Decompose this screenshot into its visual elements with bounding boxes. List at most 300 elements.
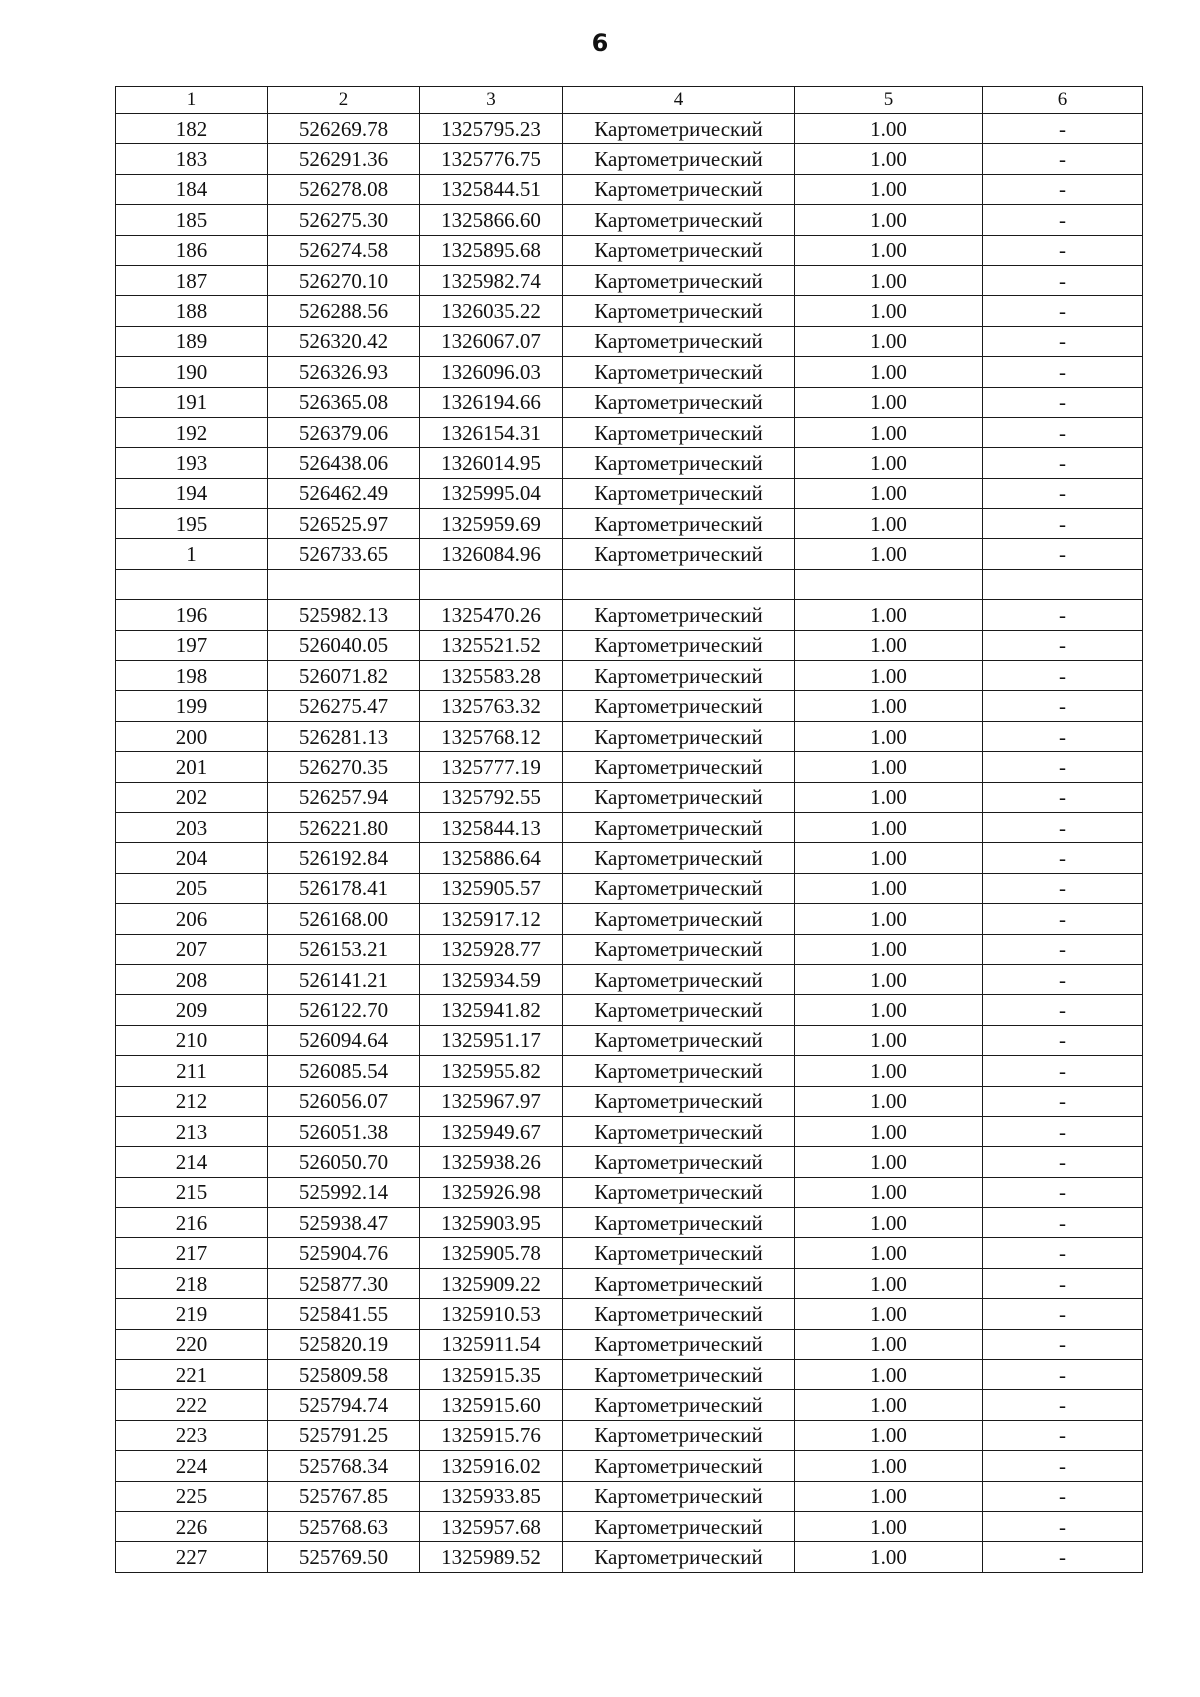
x-coordinate-cell: 526085.54 bbox=[268, 1056, 420, 1086]
accuracy-cell: 1.00 bbox=[795, 1481, 983, 1511]
x-coordinate-cell: 526270.35 bbox=[268, 752, 420, 782]
table-row bbox=[116, 174, 1143, 204]
point-number-cell: 184 bbox=[116, 174, 268, 204]
accuracy-cell: 1.00 bbox=[795, 1451, 983, 1481]
y-coordinate-cell: 1325911.54 bbox=[420, 1329, 563, 1359]
x-coordinate-cell: 525877.30 bbox=[268, 1268, 420, 1298]
point-number-cell: 195 bbox=[116, 509, 268, 539]
method-cell: Картометрический bbox=[563, 1360, 795, 1390]
point-number-cell: 215 bbox=[116, 1177, 268, 1207]
point-number-cell: 207 bbox=[116, 934, 268, 964]
point-number-cell: 212 bbox=[116, 1086, 268, 1116]
table-row bbox=[116, 1542, 1143, 1572]
accuracy-cell: 1.00 bbox=[795, 205, 983, 235]
accuracy-cell: 1.00 bbox=[795, 904, 983, 934]
y-coordinate-cell: 1325777.19 bbox=[420, 752, 563, 782]
method-cell: Картометрический bbox=[563, 1511, 795, 1541]
method-cell: Картометрический bbox=[563, 782, 795, 812]
note-cell: - bbox=[983, 114, 1143, 144]
group-separator-row bbox=[116, 569, 1143, 599]
table-row bbox=[116, 843, 1143, 873]
accuracy-cell: 1.00 bbox=[795, 417, 983, 447]
x-coordinate-cell: 526269.78 bbox=[268, 114, 420, 144]
accuracy-cell: 1.00 bbox=[795, 1208, 983, 1238]
note-cell: - bbox=[983, 1208, 1143, 1238]
y-coordinate-cell: 1325795.23 bbox=[420, 114, 563, 144]
x-coordinate-cell: 526438.06 bbox=[268, 448, 420, 478]
point-number-cell: 187 bbox=[116, 265, 268, 295]
note-cell: - bbox=[983, 509, 1143, 539]
table-row bbox=[116, 1238, 1143, 1268]
x-coordinate-cell: 526275.47 bbox=[268, 691, 420, 721]
y-coordinate-cell: 1325866.60 bbox=[420, 205, 563, 235]
table-row bbox=[116, 904, 1143, 934]
point-number-cell: 1 bbox=[116, 539, 268, 569]
table-row bbox=[116, 326, 1143, 356]
method-cell: Картометрический bbox=[563, 144, 795, 174]
note-cell: - bbox=[983, 1268, 1143, 1298]
table-row bbox=[116, 1056, 1143, 1086]
x-coordinate-cell: 526221.80 bbox=[268, 812, 420, 842]
point-number-cell: 198 bbox=[116, 661, 268, 691]
y-coordinate-cell: 1325895.68 bbox=[420, 235, 563, 265]
accuracy-cell: 1.00 bbox=[795, 235, 983, 265]
column-header-3: 3 bbox=[420, 87, 563, 114]
method-cell: Картометрический bbox=[563, 1481, 795, 1511]
accuracy-cell: 1.00 bbox=[795, 995, 983, 1025]
note-cell: - bbox=[983, 1116, 1143, 1146]
accuracy-cell: 1.00 bbox=[795, 539, 983, 569]
y-coordinate-cell: 1325941.82 bbox=[420, 995, 563, 1025]
x-coordinate-cell: 526040.05 bbox=[268, 630, 420, 660]
empty-cell bbox=[420, 569, 563, 599]
note-cell: - bbox=[983, 296, 1143, 326]
point-number-cell: 188 bbox=[116, 296, 268, 326]
method-cell: Картометрический bbox=[563, 174, 795, 204]
method-cell: Картометрический bbox=[563, 1177, 795, 1207]
point-number-cell: 204 bbox=[116, 843, 268, 873]
note-cell: - bbox=[983, 721, 1143, 751]
y-coordinate-cell: 1325910.53 bbox=[420, 1299, 563, 1329]
table-row bbox=[116, 1086, 1143, 1116]
y-coordinate-cell: 1325909.22 bbox=[420, 1268, 563, 1298]
accuracy-cell: 1.00 bbox=[795, 265, 983, 295]
x-coordinate-cell: 525768.63 bbox=[268, 1511, 420, 1541]
x-coordinate-cell: 526050.70 bbox=[268, 1147, 420, 1177]
y-coordinate-cell: 1325776.75 bbox=[420, 144, 563, 174]
note-cell: - bbox=[983, 357, 1143, 387]
accuracy-cell: 1.00 bbox=[795, 509, 983, 539]
accuracy-cell: 1.00 bbox=[795, 934, 983, 964]
method-cell: Картометрический bbox=[563, 1329, 795, 1359]
note-cell: - bbox=[983, 782, 1143, 812]
x-coordinate-cell: 526733.65 bbox=[268, 539, 420, 569]
accuracy-cell: 1.00 bbox=[795, 782, 983, 812]
note-cell: - bbox=[983, 1147, 1143, 1177]
table-row bbox=[116, 448, 1143, 478]
accuracy-cell: 1.00 bbox=[795, 174, 983, 204]
accuracy-cell: 1.00 bbox=[795, 1360, 983, 1390]
method-cell: Картометрический bbox=[563, 1208, 795, 1238]
x-coordinate-cell: 525809.58 bbox=[268, 1360, 420, 1390]
point-number-cell: 210 bbox=[116, 1025, 268, 1055]
method-cell: Картометрический bbox=[563, 326, 795, 356]
x-coordinate-cell: 526051.38 bbox=[268, 1116, 420, 1146]
y-coordinate-cell: 1326035.22 bbox=[420, 296, 563, 326]
table-row bbox=[116, 539, 1143, 569]
y-coordinate-cell: 1325905.57 bbox=[420, 873, 563, 903]
note-cell: - bbox=[983, 934, 1143, 964]
accuracy-cell: 1.00 bbox=[795, 478, 983, 508]
y-coordinate-cell: 1325905.78 bbox=[420, 1238, 563, 1268]
x-coordinate-cell: 526178.41 bbox=[268, 873, 420, 903]
y-coordinate-cell: 1325583.28 bbox=[420, 661, 563, 691]
y-coordinate-cell: 1326154.31 bbox=[420, 417, 563, 447]
x-coordinate-cell: 526274.58 bbox=[268, 235, 420, 265]
point-number-cell: 206 bbox=[116, 904, 268, 934]
x-coordinate-cell: 526153.21 bbox=[268, 934, 420, 964]
table-row bbox=[116, 1177, 1143, 1207]
y-coordinate-cell: 1325886.64 bbox=[420, 843, 563, 873]
table-row bbox=[116, 964, 1143, 994]
method-cell: Картометрический bbox=[563, 904, 795, 934]
method-cell: Картометрический bbox=[563, 448, 795, 478]
point-number-cell: 209 bbox=[116, 995, 268, 1025]
table-row bbox=[116, 114, 1143, 144]
note-cell: - bbox=[983, 843, 1143, 873]
x-coordinate-cell: 526275.30 bbox=[268, 205, 420, 235]
accuracy-cell: 1.00 bbox=[795, 873, 983, 903]
y-coordinate-cell: 1325957.68 bbox=[420, 1511, 563, 1541]
y-coordinate-cell: 1326014.95 bbox=[420, 448, 563, 478]
y-coordinate-cell: 1325955.82 bbox=[420, 1056, 563, 1086]
x-coordinate-cell: 526168.00 bbox=[268, 904, 420, 934]
table-row bbox=[116, 1116, 1143, 1146]
y-coordinate-cell: 1325844.13 bbox=[420, 812, 563, 842]
point-number-cell: 182 bbox=[116, 114, 268, 144]
table-row bbox=[116, 873, 1143, 903]
note-cell: - bbox=[983, 539, 1143, 569]
method-cell: Картометрический bbox=[563, 1116, 795, 1146]
point-number-cell: 185 bbox=[116, 205, 268, 235]
accuracy-cell: 1.00 bbox=[795, 1116, 983, 1146]
x-coordinate-cell: 526257.94 bbox=[268, 782, 420, 812]
point-number-cell: 223 bbox=[116, 1420, 268, 1450]
x-coordinate-cell: 526320.42 bbox=[268, 326, 420, 356]
accuracy-cell: 1.00 bbox=[795, 387, 983, 417]
accuracy-cell: 1.00 bbox=[795, 1025, 983, 1055]
table-row bbox=[116, 387, 1143, 417]
point-number-cell: 220 bbox=[116, 1329, 268, 1359]
point-number-cell: 190 bbox=[116, 357, 268, 387]
table-row bbox=[116, 721, 1143, 751]
point-number-cell: 197 bbox=[116, 630, 268, 660]
x-coordinate-cell: 526094.64 bbox=[268, 1025, 420, 1055]
method-cell: Картометрический bbox=[563, 296, 795, 326]
point-number-cell: 221 bbox=[116, 1360, 268, 1390]
accuracy-cell: 1.00 bbox=[795, 114, 983, 144]
method-cell: Картометрический bbox=[563, 1025, 795, 1055]
table-row bbox=[116, 478, 1143, 508]
accuracy-cell: 1.00 bbox=[795, 964, 983, 994]
y-coordinate-cell: 1326084.96 bbox=[420, 539, 563, 569]
method-cell: Картометрический bbox=[563, 934, 795, 964]
note-cell: - bbox=[983, 326, 1143, 356]
accuracy-cell: 1.00 bbox=[795, 721, 983, 751]
x-coordinate-cell: 525992.14 bbox=[268, 1177, 420, 1207]
accuracy-cell: 1.00 bbox=[795, 1268, 983, 1298]
note-cell: - bbox=[983, 995, 1143, 1025]
y-coordinate-cell: 1325903.95 bbox=[420, 1208, 563, 1238]
accuracy-cell: 1.00 bbox=[795, 1086, 983, 1116]
method-cell: Картометрический bbox=[563, 752, 795, 782]
point-number-cell: 211 bbox=[116, 1056, 268, 1086]
table-row bbox=[116, 417, 1143, 447]
method-cell: Картометрический bbox=[563, 1451, 795, 1481]
point-number-cell: 213 bbox=[116, 1116, 268, 1146]
method-cell: Картометрический bbox=[563, 1147, 795, 1177]
table-row bbox=[116, 752, 1143, 782]
note-cell: - bbox=[983, 265, 1143, 295]
table-row bbox=[116, 934, 1143, 964]
method-cell: Картометрический bbox=[563, 539, 795, 569]
y-coordinate-cell: 1325916.02 bbox=[420, 1451, 563, 1481]
point-number-cell: 214 bbox=[116, 1147, 268, 1177]
method-cell: Картометрический bbox=[563, 265, 795, 295]
table-row bbox=[116, 1481, 1143, 1511]
method-cell: Картометрический bbox=[563, 691, 795, 721]
method-cell: Картометрический bbox=[563, 721, 795, 751]
y-coordinate-cell: 1325521.52 bbox=[420, 630, 563, 660]
coordinates-table bbox=[115, 86, 1143, 1573]
accuracy-cell: 1.00 bbox=[795, 296, 983, 326]
table-row bbox=[116, 812, 1143, 842]
method-cell: Картометрический bbox=[563, 1390, 795, 1420]
table-row bbox=[116, 1268, 1143, 1298]
accuracy-cell: 1.00 bbox=[795, 1056, 983, 1086]
x-coordinate-cell: 526365.08 bbox=[268, 387, 420, 417]
note-cell: - bbox=[983, 812, 1143, 842]
method-cell: Картометрический bbox=[563, 1542, 795, 1572]
method-cell: Картометрический bbox=[563, 387, 795, 417]
x-coordinate-cell: 526278.08 bbox=[268, 174, 420, 204]
accuracy-cell: 1.00 bbox=[795, 600, 983, 630]
x-coordinate-cell: 525791.25 bbox=[268, 1420, 420, 1450]
method-cell: Картометрический bbox=[563, 417, 795, 447]
accuracy-cell: 1.00 bbox=[795, 1177, 983, 1207]
table-row bbox=[116, 205, 1143, 235]
note-cell: - bbox=[983, 630, 1143, 660]
note-cell: - bbox=[983, 1451, 1143, 1481]
y-coordinate-cell: 1325844.51 bbox=[420, 174, 563, 204]
x-coordinate-cell: 525820.19 bbox=[268, 1329, 420, 1359]
point-number-cell: 183 bbox=[116, 144, 268, 174]
y-coordinate-cell: 1325792.55 bbox=[420, 782, 563, 812]
note-cell: - bbox=[983, 1329, 1143, 1359]
x-coordinate-cell: 526291.36 bbox=[268, 144, 420, 174]
note-cell: - bbox=[983, 873, 1143, 903]
accuracy-cell: 1.00 bbox=[795, 1329, 983, 1359]
note-cell: - bbox=[983, 1511, 1143, 1541]
accuracy-cell: 1.00 bbox=[795, 843, 983, 873]
method-cell: Картометрический bbox=[563, 1268, 795, 1298]
note-cell: - bbox=[983, 1420, 1143, 1450]
table-row bbox=[116, 691, 1143, 721]
point-number-cell: 219 bbox=[116, 1299, 268, 1329]
note-cell: - bbox=[983, 964, 1143, 994]
table-row bbox=[116, 1360, 1143, 1390]
coordinates-table-body bbox=[116, 87, 1143, 1573]
y-coordinate-cell: 1325917.12 bbox=[420, 904, 563, 934]
table-row bbox=[116, 995, 1143, 1025]
empty-cell bbox=[983, 569, 1143, 599]
y-coordinate-cell: 1325933.85 bbox=[420, 1481, 563, 1511]
note-cell: - bbox=[983, 144, 1143, 174]
note-cell: - bbox=[983, 1360, 1143, 1390]
x-coordinate-cell: 526141.21 bbox=[268, 964, 420, 994]
x-coordinate-cell: 525767.85 bbox=[268, 1481, 420, 1511]
y-coordinate-cell: 1325982.74 bbox=[420, 265, 563, 295]
accuracy-cell: 1.00 bbox=[795, 1147, 983, 1177]
x-coordinate-cell: 525768.34 bbox=[268, 1451, 420, 1481]
point-number-cell: 224 bbox=[116, 1451, 268, 1481]
table-row bbox=[116, 265, 1143, 295]
method-cell: Картометрический bbox=[563, 812, 795, 842]
method-cell: Картометрический bbox=[563, 1086, 795, 1116]
accuracy-cell: 1.00 bbox=[795, 812, 983, 842]
y-coordinate-cell: 1325915.35 bbox=[420, 1360, 563, 1390]
point-number-cell: 194 bbox=[116, 478, 268, 508]
accuracy-cell: 1.00 bbox=[795, 752, 983, 782]
y-coordinate-cell: 1325934.59 bbox=[420, 964, 563, 994]
page-number: 6 bbox=[591, 29, 609, 57]
table-row bbox=[116, 1299, 1143, 1329]
table-row bbox=[116, 509, 1143, 539]
column-header-2: 2 bbox=[268, 87, 420, 114]
method-cell: Картометрический bbox=[563, 235, 795, 265]
note-cell: - bbox=[983, 387, 1143, 417]
point-number-cell: 200 bbox=[116, 721, 268, 751]
y-coordinate-cell: 1326096.03 bbox=[420, 357, 563, 387]
column-header-5: 5 bbox=[795, 87, 983, 114]
accuracy-cell: 1.00 bbox=[795, 691, 983, 721]
point-number-cell: 226 bbox=[116, 1511, 268, 1541]
table-row bbox=[116, 235, 1143, 265]
note-cell: - bbox=[983, 752, 1143, 782]
accuracy-cell: 1.00 bbox=[795, 1511, 983, 1541]
column-header-1: 1 bbox=[116, 87, 268, 114]
accuracy-cell: 1.00 bbox=[795, 448, 983, 478]
note-cell: - bbox=[983, 1390, 1143, 1420]
x-coordinate-cell: 526288.56 bbox=[268, 296, 420, 326]
note-cell: - bbox=[983, 417, 1143, 447]
table-header-row bbox=[116, 87, 1143, 114]
note-cell: - bbox=[983, 691, 1143, 721]
note-cell: - bbox=[983, 448, 1143, 478]
method-cell: Картометрический bbox=[563, 843, 795, 873]
empty-cell bbox=[563, 569, 795, 599]
accuracy-cell: 1.00 bbox=[795, 1238, 983, 1268]
x-coordinate-cell: 526379.06 bbox=[268, 417, 420, 447]
y-coordinate-cell: 1325928.77 bbox=[420, 934, 563, 964]
y-coordinate-cell: 1325949.67 bbox=[420, 1116, 563, 1146]
method-cell: Картометрический bbox=[563, 1238, 795, 1268]
method-cell: Картометрический bbox=[563, 205, 795, 235]
x-coordinate-cell: 525904.76 bbox=[268, 1238, 420, 1268]
y-coordinate-cell: 1325989.52 bbox=[420, 1542, 563, 1572]
point-number-cell: 216 bbox=[116, 1208, 268, 1238]
point-number-cell: 202 bbox=[116, 782, 268, 812]
table-row bbox=[116, 661, 1143, 691]
accuracy-cell: 1.00 bbox=[795, 326, 983, 356]
y-coordinate-cell: 1326067.07 bbox=[420, 326, 563, 356]
point-number-cell: 196 bbox=[116, 600, 268, 630]
point-number-cell: 203 bbox=[116, 812, 268, 842]
table-row bbox=[116, 1208, 1143, 1238]
table-row bbox=[116, 1025, 1143, 1055]
accuracy-cell: 1.00 bbox=[795, 1299, 983, 1329]
x-coordinate-cell: 525841.55 bbox=[268, 1299, 420, 1329]
x-coordinate-cell: 526071.82 bbox=[268, 661, 420, 691]
x-coordinate-cell: 526525.97 bbox=[268, 509, 420, 539]
note-cell: - bbox=[983, 1238, 1143, 1268]
empty-cell bbox=[268, 569, 420, 599]
y-coordinate-cell: 1325995.04 bbox=[420, 478, 563, 508]
table-row bbox=[116, 782, 1143, 812]
method-cell: Картометрический bbox=[563, 357, 795, 387]
method-cell: Картометрический bbox=[563, 478, 795, 508]
method-cell: Картометрический bbox=[563, 509, 795, 539]
x-coordinate-cell: 526326.93 bbox=[268, 357, 420, 387]
point-number-cell: 217 bbox=[116, 1238, 268, 1268]
method-cell: Картометрический bbox=[563, 995, 795, 1025]
note-cell: - bbox=[983, 1025, 1143, 1055]
table-row bbox=[116, 1390, 1143, 1420]
method-cell: Картометрический bbox=[563, 114, 795, 144]
table-row bbox=[116, 1420, 1143, 1450]
table-row bbox=[116, 1511, 1143, 1541]
x-coordinate-cell: 526192.84 bbox=[268, 843, 420, 873]
method-cell: Картометрический bbox=[563, 661, 795, 691]
note-cell: - bbox=[983, 600, 1143, 630]
y-coordinate-cell: 1325959.69 bbox=[420, 509, 563, 539]
point-number-cell: 193 bbox=[116, 448, 268, 478]
note-cell: - bbox=[983, 904, 1143, 934]
point-number-cell: 186 bbox=[116, 235, 268, 265]
y-coordinate-cell: 1325470.26 bbox=[420, 600, 563, 630]
table-row bbox=[116, 630, 1143, 660]
x-coordinate-cell: 526056.07 bbox=[268, 1086, 420, 1116]
point-number-cell: 192 bbox=[116, 417, 268, 447]
point-number-cell: 227 bbox=[116, 1542, 268, 1572]
method-cell: Картометрический bbox=[563, 873, 795, 903]
note-cell: - bbox=[983, 1542, 1143, 1572]
accuracy-cell: 1.00 bbox=[795, 357, 983, 387]
column-header-4: 4 bbox=[563, 87, 795, 114]
note-cell: - bbox=[983, 235, 1143, 265]
empty-cell bbox=[795, 569, 983, 599]
accuracy-cell: 1.00 bbox=[795, 144, 983, 174]
point-number-cell: 218 bbox=[116, 1268, 268, 1298]
column-header-6: 6 bbox=[983, 87, 1143, 114]
y-coordinate-cell: 1326194.66 bbox=[420, 387, 563, 417]
x-coordinate-cell: 526462.49 bbox=[268, 478, 420, 508]
table-row bbox=[116, 357, 1143, 387]
point-number-cell: 199 bbox=[116, 691, 268, 721]
table-row bbox=[116, 600, 1143, 630]
method-cell: Картометрический bbox=[563, 630, 795, 660]
y-coordinate-cell: 1325938.26 bbox=[420, 1147, 563, 1177]
